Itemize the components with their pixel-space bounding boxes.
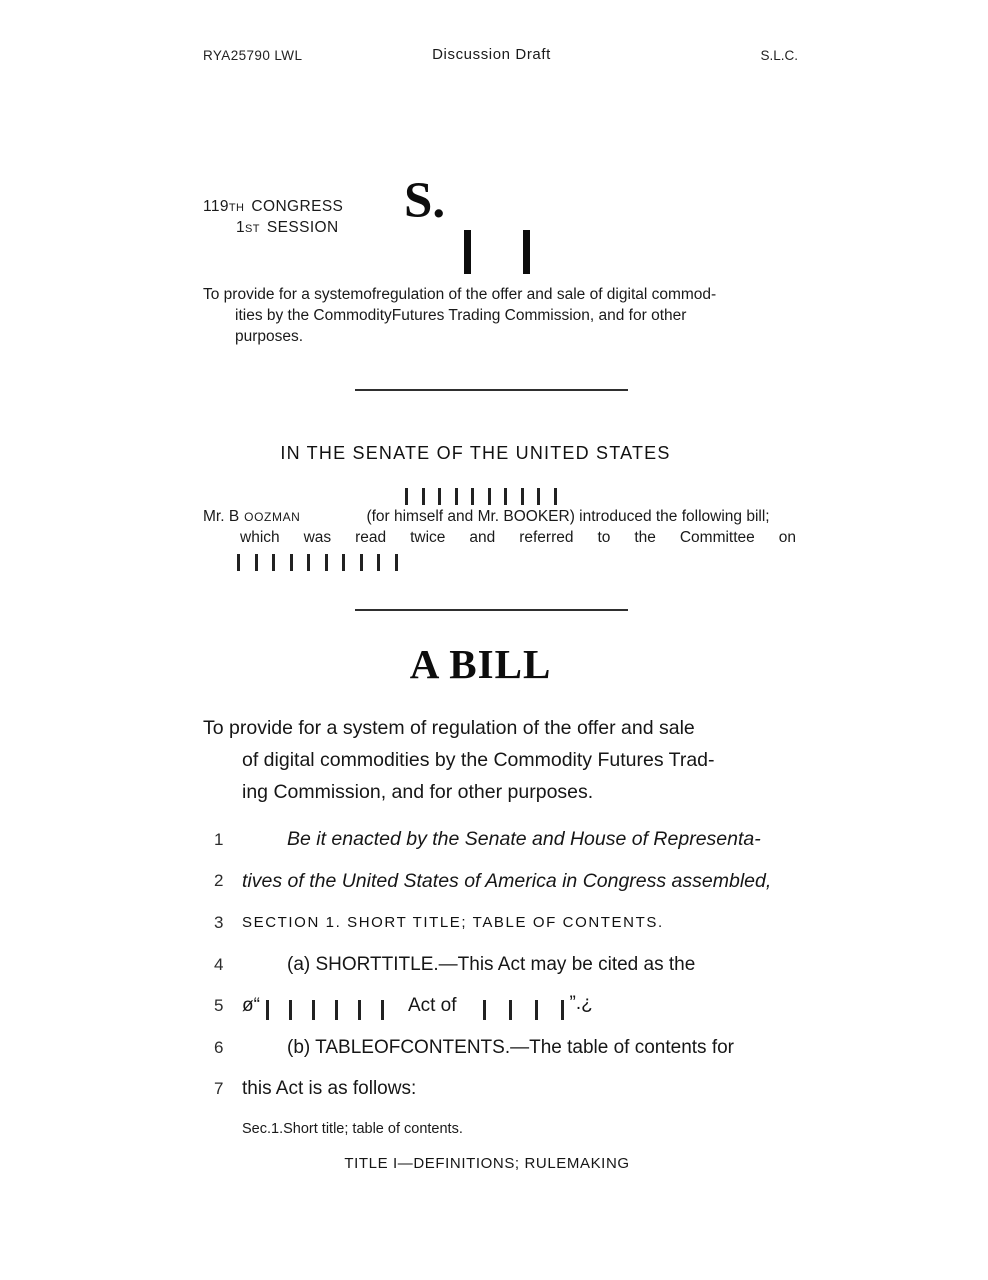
blank-close-mark: ”.¿ (569, 993, 593, 1015)
act-of-label: Act of (407, 995, 457, 1017)
body-line-5 (203, 985, 843, 1027)
date-blank-bars (405, 488, 557, 505)
body-line-2 (203, 861, 843, 903)
blank-bar (537, 488, 540, 505)
congress-number: 119 (203, 198, 229, 215)
line-text-follows: this Act is as follows: (242, 1078, 417, 1100)
line-number: 6 (214, 1037, 224, 1057)
blank-bar (561, 1000, 564, 1020)
body-line-1 (203, 819, 843, 861)
bill-title-line-3: ing Commission, and for other purposes. (242, 781, 594, 803)
divider-rule-top (355, 389, 628, 391)
act-year-blank-bars (483, 1000, 564, 1020)
bill-prefix: S. (404, 173, 446, 229)
blank-bar (342, 554, 345, 571)
blank-bar (523, 230, 530, 274)
blank-bar (266, 1000, 269, 1020)
blank-bar (312, 1000, 315, 1020)
blank-bar (381, 1000, 384, 1020)
blank-bar (438, 488, 441, 505)
discussion-draft-label: Discussion Draft (432, 46, 551, 63)
congress-label: CONGRESS (251, 198, 344, 215)
blank-bar (255, 554, 258, 571)
bill-title-line-1: To provide for a system of regulation of the offer and sale (203, 717, 695, 739)
blank-bar (464, 230, 471, 274)
line-text-table-of-contents: (b) TABLEOFCONTENTS.—The table of contents for (287, 1036, 735, 1058)
blank-bar (289, 1000, 292, 1020)
bill-long-title (203, 712, 803, 808)
blank-bar (535, 1000, 538, 1020)
blank-bar (521, 488, 524, 505)
blank-bar (405, 488, 408, 505)
toc-sec-1: Sec.1.Short title; table of contents. (242, 1121, 463, 1137)
session-suffix: ST (245, 223, 260, 235)
blank-bar (483, 1000, 486, 1020)
sponsor-intro-rest: (for himself and Mr. BOOKER) introduced the following bill; (366, 508, 770, 525)
line-text-section-heading: SECTION 1. SHORT TITLE; TABLE OF CONTENTS. (242, 914, 664, 932)
blank-bar (307, 554, 310, 571)
senate-heading: IN THE SENATE OF THE UNITED STATES (280, 443, 671, 463)
line-text-enacting-clause: Be it enacted by the Senate and House of Representa- (287, 828, 761, 851)
sponsor-prefix: Mr. B (203, 508, 240, 525)
line-number: 1 (214, 829, 224, 849)
preamble-line-3: purposes. (235, 328, 304, 345)
bill-title-line-2: of digital commodities by the Commodity Futures Trad- (242, 749, 715, 771)
session-line (236, 219, 343, 237)
blank-bar (360, 554, 363, 571)
blank-bar (290, 554, 293, 571)
bill-heading: A BILL (409, 641, 552, 687)
line-text-enacting-clause: tives of the United States of America in Congress assembled, (242, 869, 772, 892)
document-header (203, 46, 798, 66)
session-label: SESSION (266, 219, 339, 236)
line-number: 4 (214, 954, 224, 974)
blank-bar (377, 554, 380, 571)
committee-blank-bars (237, 554, 398, 571)
toc-title-1: TITLE I—DEFINITIONS; RULEMAKING (344, 1155, 630, 1172)
referral-line: which was read twice and referred to the Committee on (240, 529, 796, 546)
blank-bar (335, 1000, 338, 1020)
blank-bar (358, 1000, 361, 1020)
blank-bar (554, 488, 557, 505)
blank-bar (504, 488, 507, 505)
preamble-line-1: To provide for a systemofregulation of the offer and sale of digital commod- (203, 286, 717, 303)
blank-bar (237, 554, 240, 571)
blank-bar (395, 554, 398, 571)
line-number: 5 (214, 996, 224, 1016)
line-text-blank-act-name (242, 995, 593, 1017)
draft-code: RYA25790 LWL (203, 48, 303, 63)
act-name-blank-bars (266, 1000, 384, 1020)
blank-bar (422, 488, 425, 505)
line-number: 7 (214, 1079, 224, 1099)
sponsor-line (203, 508, 803, 526)
divider-rule-bottom (355, 609, 628, 611)
preamble (203, 284, 778, 347)
congress-session-block (203, 198, 343, 237)
body-line-4 (203, 944, 843, 986)
blank-bar (272, 554, 275, 571)
body-line-6 (203, 1027, 843, 1069)
preamble-line-2: ities by the CommodityFutures Trading Commission, and for other (235, 307, 687, 324)
blank-bar (455, 488, 458, 505)
line-number: 2 (214, 871, 224, 891)
line-number: 3 (214, 912, 224, 932)
numbered-body-lines (203, 819, 843, 1110)
slc-label: S.L.C. (760, 48, 798, 63)
bill-number-blank-bars (464, 230, 530, 274)
blank-bar (325, 554, 328, 571)
congress-line (203, 198, 343, 216)
sponsor-name-smallcaps: OOZMAN (244, 510, 301, 524)
line-text-short-title: (a) SHORTTITLE.—This Act may be cited as the (287, 953, 696, 975)
blank-bar (509, 1000, 512, 1020)
congress-suffix: TH (228, 202, 245, 214)
blank-open-mark: ø“ (242, 995, 260, 1017)
blank-bar (488, 488, 491, 505)
blank-bar (471, 488, 474, 505)
body-line-3 (203, 902, 843, 944)
session-number: 1 (236, 219, 246, 236)
body-line-7 (203, 1069, 843, 1111)
